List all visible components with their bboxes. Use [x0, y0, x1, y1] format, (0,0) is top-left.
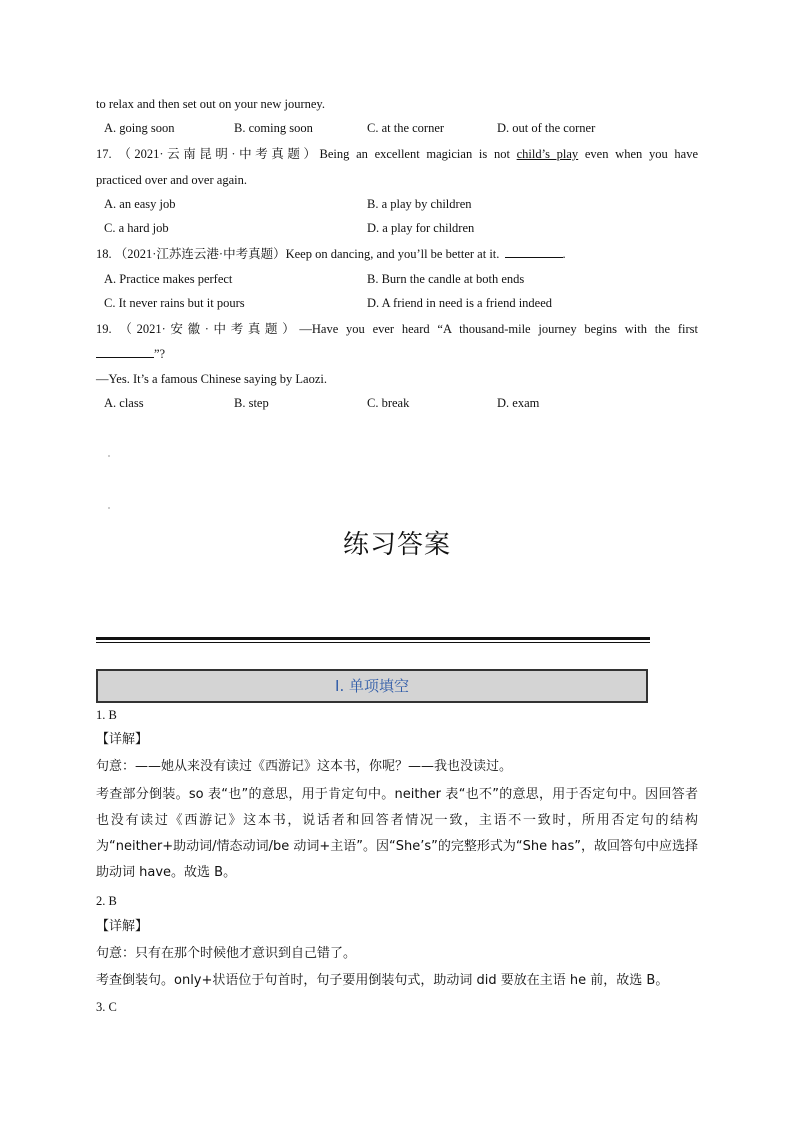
answer-1-explanation: 考查部分倒装。so 表“也”的意思，用于肯定句中。neither 表“也不”的意思，用于否定句中。因回答者也没有读过《西游记》这本书，说话者和回答者情况一致，主语不一致时，所用否定句的结构为“neither+助动词/情态动词/be 动词+主语”。因“She’s”的完整形式为“She has”，故回答句中应选择助动词 have。故选 B。 — [96, 787, 698, 880]
answer-1-detail-label: 【详解】 — [96, 732, 149, 747]
q16-option-c: C. at the corner — [367, 121, 445, 135]
q16-option-b: B. coming soon — [234, 121, 313, 135]
q17-stem-prefix: 17. （2021·云南昆明·中考真题）Being an excellent magician is not — [96, 147, 517, 161]
section-header: I. 单项填空 — [96, 669, 648, 703]
q17-stem-line1 — [96, 145, 698, 163]
q17-option-b: B. a play by children — [367, 197, 472, 211]
answer-2-explanation: 考查倒装句。only+状语位于句首时，句子要用倒装句式，助动词 did 要放在主语 he 前，故选 B。 — [96, 973, 669, 988]
answers-title: 练习答案 — [342, 530, 451, 560]
q18-blank — [505, 245, 563, 258]
q16-stem-tail: to relax and then set out on your new journey. — [96, 97, 325, 111]
q19-blank — [96, 345, 154, 358]
divider-thin — [96, 642, 650, 643]
q19-stem-line1: 19. （2021·安徽·中考真题）—Have you ever heard “A thousand-mile journey begins with the first — [96, 322, 698, 336]
q17-option-c: C. a hard job — [104, 221, 169, 235]
q18-stem — [96, 245, 566, 263]
q19-option-c: C. break — [367, 396, 410, 410]
q17-option-a: A. an easy job — [104, 197, 176, 211]
q18-option-d: D. A friend in need is a friend indeed — [367, 296, 553, 310]
q18-option-b: B. Burn the candle at both ends — [367, 272, 525, 286]
q16-option-a: A. going soon — [104, 121, 175, 135]
q17-stem-suffix: even when you have — [578, 147, 698, 161]
q17-underlined-phrase: child’s play — [516, 147, 579, 161]
q19-reply: —Yes. It’s a famous Chinese saying by Laozi. — [96, 372, 327, 386]
q19-stem-line2 — [96, 345, 165, 363]
faint-mark — [108, 507, 110, 509]
q17-stem-line2: practiced over and over again. — [96, 173, 247, 187]
q18-stem-text: 18. （2021·江苏连云港·中考真题）Keep on dancing, and you’ll be better at it. — [96, 247, 503, 261]
q19-stem-line2-end: ”? — [154, 347, 166, 361]
q18-stem-end: . — [562, 247, 566, 261]
q18-option-c: C. It never rains but it pours — [104, 296, 245, 310]
answer-2-meaning: 句意：只有在那个时候他才意识到自己错了。 — [96, 946, 357, 961]
q16-option-d: D. out of the corner — [497, 121, 596, 135]
q19-option-d: D. exam — [497, 396, 540, 410]
answer-1: 1. B — [96, 708, 117, 722]
q17-option-d: D. a play for children — [367, 221, 475, 235]
q19-option-a: A. class — [104, 396, 144, 410]
answer-2-detail-label: 【详解】 — [96, 919, 149, 934]
faint-mark — [108, 455, 110, 457]
answer-2: 2. B — [96, 894, 117, 908]
answer-3: 3. C — [96, 1000, 117, 1014]
divider-thick — [96, 637, 650, 640]
answer-1-meaning: 句意：——她从来没有读过《西游记》这本书，你呢？——我也没读过。 — [96, 759, 513, 774]
q18-option-a: A. Practice makes perfect — [104, 272, 233, 286]
q19-option-b: B. step — [234, 396, 269, 410]
